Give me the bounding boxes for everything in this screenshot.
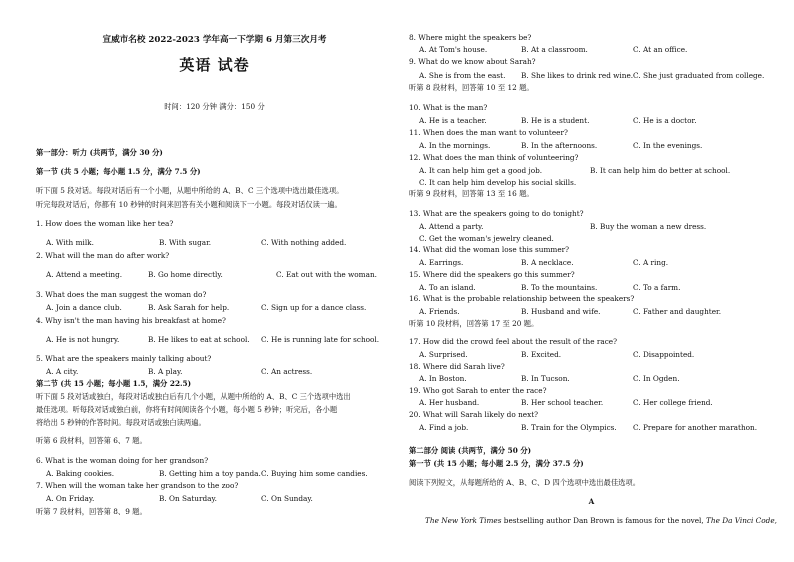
option-13c: C. Get the woman's jewelry cleaned.: [419, 234, 554, 243]
option-1b: B. With sugar.: [159, 238, 212, 247]
question-3: 3. What does the man suggest the woman do?: [36, 290, 207, 299]
option-10c: C. He is a doctor.: [633, 116, 697, 125]
option-16a: A. Friends.: [419, 307, 460, 316]
section2-title: 第二节 (共 15 小题；每小题 1.5，满分 22.5): [36, 379, 192, 388]
right-column: [409, 0, 777, 562]
option-12a: A. It can help him get a good job.: [419, 166, 543, 175]
exam-title: 宣威市名校 2022-2023 学年高一下学期 6 月第三次月考: [102, 35, 327, 45]
listen-instruction: 听第 7 段材料，回答第 8、9 题。: [36, 507, 147, 516]
option-20b: B. Train for the Olympics.: [521, 423, 617, 432]
option-2b: B. Go home directly.: [148, 270, 223, 279]
question-20: 20. What will Sarah likely do next?: [409, 410, 539, 419]
question-18: 18. Where did Sarah live?: [409, 362, 505, 371]
option-11c: C. In the evenings.: [633, 141, 703, 150]
option-19b: B. Her school teacher.: [521, 398, 604, 407]
option-3b: B. Ask Sarah for help.: [148, 303, 230, 312]
option-6b: B. Getting him a toy panda.: [159, 469, 261, 478]
option-7c: C. On Sunday.: [261, 494, 313, 503]
time-info: 时间：120 分钟 满分：150 分: [164, 102, 265, 111]
option-13a: A. Attend a party.: [419, 222, 484, 231]
option-17b: B. Excited.: [521, 350, 562, 359]
section1-title: 第一节 (共 5 小题；每小题 1.5 分，满分 7.5 分): [36, 167, 201, 176]
option-12b: B. It can help him do better at school.: [590, 166, 731, 175]
option-6c: C. Buying him some candies.: [261, 469, 368, 478]
option-18c: C. In Ogden.: [633, 374, 680, 383]
option-8c: C. At an office.: [633, 45, 688, 54]
option-19a: A. Her husband.: [419, 398, 480, 407]
option-18b: B. In Tucson.: [521, 374, 570, 383]
question-10: 10. What is the man?: [409, 103, 488, 112]
question-7: 7. When will the woman take her grandson to the zoo?: [36, 481, 239, 490]
option-14b: B. A necklace.: [521, 258, 574, 267]
question-12: 12. What does the man think of volunteering?: [409, 153, 579, 162]
part2-instruction: 阅读下列短文，从每题所给的 A、B、C、D 四个选项中选出最佳选项。: [409, 478, 641, 487]
listen-instruction: 听第 8 段材料，回答第 10 至 12 题。: [409, 83, 534, 92]
option-20a: A. Find a job.: [419, 423, 469, 432]
passage-letter: A: [588, 497, 595, 506]
option-5a: A. A city.: [46, 367, 79, 376]
option-5c: C. An actress.: [261, 367, 313, 376]
listen-instruction: 听第 9 段材料，回答第 13 至 16 题。: [409, 189, 534, 198]
option-12c: C. It can help him develop his social skills.: [419, 178, 577, 187]
question-11: 11. When does the man want to volunteer?: [409, 128, 568, 137]
question-2: 2. What will the man do after work?: [36, 251, 170, 260]
option-8b: B. At a classroom.: [521, 45, 588, 54]
option-7b: B. On Saturday.: [159, 494, 217, 503]
option-4a: A. He is not hungry.: [46, 335, 120, 344]
novel-title: The Da Vinci Code,: [706, 516, 777, 525]
option-3c: C. Sign up for a dance class.: [261, 303, 367, 312]
section2-instruction: 最佳选项。听每段对话或独白前，你将有时间阅读各个小题，每小题 5 秒钟；听完后，各小题: [36, 405, 338, 414]
newspaper-name: The New York Times: [425, 516, 502, 525]
part2-title: 第二部分 阅读 (共两节，满分 50 分): [409, 446, 532, 455]
option-14c: C. A ring.: [633, 258, 669, 267]
option-19c: C. Her college friend.: [633, 398, 713, 407]
option-13b: B. Buy the woman a new dress.: [590, 222, 707, 231]
option-9a: A. She is from the east.: [419, 71, 506, 80]
option-16c: C. Father and daughter.: [633, 307, 722, 316]
question-16: 16. What is the probable relationship between the speakers?: [409, 294, 635, 303]
part1-title: 第一部分：听力 (共两节，满分 30 分): [36, 148, 163, 157]
listen-instruction: 听第 10 段材料，回答第 17 至 20 题。: [409, 319, 539, 328]
question-14: 14. What did the woman lose this summer?: [409, 245, 570, 254]
section2-instruction: 听下面 5 段对话或独白，每段对话或独白后有几个小题，从题中所给的 A、B、C 三个选项中选出: [36, 392, 351, 401]
option-9c: C. She just graduated from college.: [633, 71, 765, 80]
option-6a: A. Baking cookies.: [46, 469, 115, 478]
option-3a: A. Join a dance club.: [46, 303, 122, 312]
option-14a: A. Earrings.: [419, 258, 464, 267]
left-column: [36, 0, 393, 562]
option-11a: A. In the mornings.: [419, 141, 491, 150]
option-4c: C. He is running late for school.: [261, 335, 380, 344]
option-7a: A. On Friday.: [46, 494, 95, 503]
option-1c: C. With nothing added.: [261, 238, 347, 247]
option-9b: B. She likes to drink red wine.: [521, 71, 634, 80]
option-15c: C. To a farm.: [633, 283, 681, 292]
option-18a: A. In Boston.: [419, 374, 467, 383]
question-6: 6. What is the woman doing for her grandson?: [36, 456, 209, 465]
subject-title: 英语 试卷: [179, 56, 250, 74]
option-17c: C. Disappointed.: [633, 350, 695, 359]
question-9: 9. What do we know about Sarah?: [409, 57, 536, 66]
question-17: 17. How did the crowd feel about the result of the race?: [409, 337, 618, 346]
option-8a: A. At Tom's house.: [419, 45, 488, 54]
option-15b: B. To the mountains.: [521, 283, 598, 292]
question-19: 19. Who got Sarah to enter the race?: [409, 386, 547, 395]
option-5b: B. A play.: [148, 367, 183, 376]
option-11b: B. In the afternoons.: [521, 141, 598, 150]
section2-instruction: 将给出 5 秒钟的作答时间。每段对话或独白读两遍。: [36, 418, 206, 427]
question-13: 13. What are the speakers going to do tonight?: [409, 209, 584, 218]
option-10b: B. He is a student.: [521, 116, 590, 125]
part2-section1-title: 第一节 (共 15 小题；每小题 2.5 分，满分 37.5 分): [409, 459, 584, 468]
option-15a: A. To an island.: [419, 283, 476, 292]
listen-instruction: 听第 6 段材料，回答第 6、7 题。: [36, 436, 147, 445]
section1-instruction: 听完每段对话后，你都有 10 秒钟的时间来回答有关小题和阅读下一小题。每段对话仅读一遍。: [36, 200, 342, 209]
question-15: 15. Where did the speakers go this summer?: [409, 270, 575, 279]
option-2c: C. Eat out with the woman.: [276, 270, 377, 279]
option-16b: B. Husband and wife.: [521, 307, 601, 316]
question-4: 4. Why isn't the man having his breakfast at home?: [36, 316, 226, 325]
option-17a: A. Surprised.: [419, 350, 468, 359]
passage-first-line: [425, 516, 777, 526]
option-4b: B. He likes to eat at school.: [148, 335, 250, 344]
option-20c: C. Prepare for another marathon.: [633, 423, 758, 432]
question-1: 1. How does the woman like her tea?: [36, 219, 174, 228]
passage-text: bestselling author Dan Brown is famous for the novel,: [501, 516, 707, 525]
section1-instruction: 听下面 5 段对话。每段对话后有一个小题，从题中所给的 A、B、C 三个选项中选出最佳选项。: [36, 186, 344, 195]
option-10a: A. He is a teacher.: [419, 116, 487, 125]
question-5: 5. What are the speakers mainly talking about?: [36, 354, 212, 363]
option-2a: A. Attend a meeting.: [46, 270, 123, 279]
question-8: 8. Where might the speakers be?: [409, 33, 532, 42]
option-1a: A. With milk.: [46, 238, 94, 247]
